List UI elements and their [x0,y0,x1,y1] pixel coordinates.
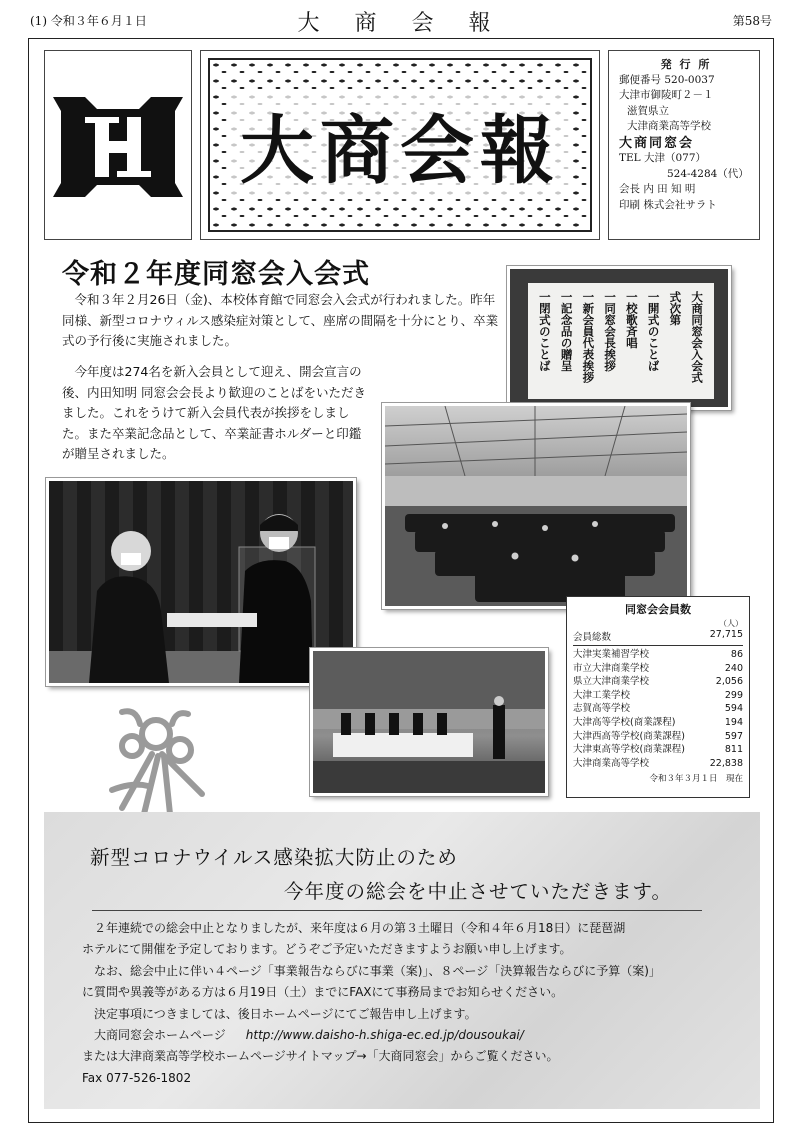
membership-table [566,596,750,798]
row-name: 大津高等学校(商業課程) [573,716,676,728]
membership-title: 同窓会会員数 [625,603,691,616]
notice-heading-1: 新型コロナウイルス感染拡大防止のため [90,846,458,869]
issue-number: 第58号 [732,14,772,28]
notice-line: または大津商業高等学校ホームページサイトマップ→「大商同窓会」からご覧ください。 [82,1049,559,1064]
row-name: 大津工業学校 [573,689,631,701]
homepage-link[interactable]: http://www.daisho-h.shiga-ec.ed.jp/dousoukai/ [245,1028,524,1043]
membership-asof: 令和３年３月１日 現在 [649,774,743,785]
publisher-tel1: TEL 大津（077） [619,152,707,164]
table-row [573,730,743,744]
total-label: 会員総数 [573,632,612,643]
publisher-printer: 印刷 株式会社サラト [619,198,717,211]
homepage-line [82,1025,754,1046]
table-row [573,716,743,730]
masthead-pattern [208,58,592,232]
flower-decoration-icon [92,690,222,820]
scroll-line: 大商同窓会入会式 [690,291,705,383]
paper-name: 大 商 会 報 [297,11,505,36]
publisher-box [608,50,760,240]
notice-body [82,918,754,1089]
row-name: 大津実業補習学校 [573,649,650,660]
publisher-postal: 郵便番号 520-0037 [619,73,715,86]
publisher-prefecture: 滋賀県立 [627,104,669,117]
publisher-president: 会長 内 田 知 明 [619,183,696,195]
scroll-line: 一記念品の贈呈 [559,291,574,372]
program-scroll [528,283,714,399]
row-value: 22,838 [709,757,743,769]
scroll-line: 式次第 [668,291,683,326]
row-value: 299 [724,689,743,701]
row-name: 大津東高等学校(商業課程) [573,744,685,756]
scroll-line: 一同窓会長挨拶 [603,291,618,372]
row-name: 県立大津商業学校 [573,676,650,688]
homepage-label: 大商同窓会ホームページ [94,1028,226,1043]
speech-photo [310,648,548,796]
membership-unit: （人） [719,619,743,628]
table-row [573,757,743,771]
notice-box [44,812,760,1109]
row-value: 594 [724,703,743,715]
row-value: 194 [724,716,743,728]
publisher-heading: 発 行 所 [660,58,712,71]
fax-number: Fax 077-526-1802 [82,1070,192,1085]
table-row [573,675,743,689]
row-name: 大津西高等学校(商業課程) [573,730,685,742]
scroll-line: 一校歌斉唱 [624,291,639,349]
logo-box [44,50,192,240]
scroll-line: 一開式のことば [646,291,661,372]
scroll-line: 一新会員代表挨拶 [581,291,596,383]
table-row [573,662,743,676]
table-row [573,743,743,757]
page-header [30,6,772,36]
row-name: 市立大津商業学校 [573,662,650,674]
row-value: 240 [724,662,743,674]
publisher-address: 大津市御陵町２－１ [619,89,714,101]
publisher-school: 大津商業高等学校 [627,120,711,132]
page-date: (1) 令和３年６月１日 [30,14,147,28]
school-emblem-icon [45,51,191,239]
notice-heading-2: 今年度の総会を中止させていただきます。 [284,880,672,903]
notice-line: なお、総会中止に伴い４ページ「事業報告ならびに事業（案)」、８ページ「決算報告ならびに予算（案)」 [94,963,661,978]
row-name: 志賀高等学校 [573,703,631,715]
article-paragraph-2: 今年度は274名を新入会員として迎え、開会宣言の後、内田知明 同窓会会長より歓迎のことばをいただきました。これをうけて新入会員代表が挨拶をしました。また卒業記念品として、卒業証書ホルダーと印鑑が贈呈されました。 [62,364,366,461]
gymnasium-photo [382,403,690,609]
row-value: 597 [724,730,743,742]
notice-divider [92,910,702,911]
article-headline: 令和２年度同窓会入会式 [62,259,370,290]
publisher-org: 大商同窓会 [619,135,695,151]
scroll-line: 一閉式のことば [537,291,552,372]
ceremony-program-photo [507,266,731,410]
notice-line: 決定事項につきましては、後日ホームページにてご報告申し上げます。 [94,1006,477,1021]
row-value: 86 [730,649,743,660]
table-row [573,648,743,662]
masthead [200,50,600,240]
article-paragraph-1: 令和３年２月26日（金)、本校体育館で同窓会入会式が行われました。昨年同様、新型コロナウィルス感染症対策として、座席の間隔を十分にとり、卒業式の予行後に実施されました。 [62,292,499,348]
table-row [573,702,743,716]
notice-line: に質問や異義等がある方は６月19日（土）までにFAXにて事務局までお知らせください。 [82,985,564,1000]
notice-line: ホテルにて開催を予定しております。どうぞご予定いただきますようお願い申し上げます。 [82,942,572,957]
membership-total [573,629,743,646]
row-value: 2,056 [715,676,743,688]
total-value: 27,715 [709,629,743,640]
row-name: 大津商業高等学校 [573,757,650,769]
publisher-tel2: 524-4284（代） [667,167,749,180]
notice-line: ２年連続での総会中止となりましたが、来年度は６月の第３土曜日（令和４年６月18日）に琵琶湖 [94,921,626,935]
table-row [573,689,743,703]
masthead-title: 大商会報 [230,92,570,198]
row-value: 811 [724,744,743,756]
